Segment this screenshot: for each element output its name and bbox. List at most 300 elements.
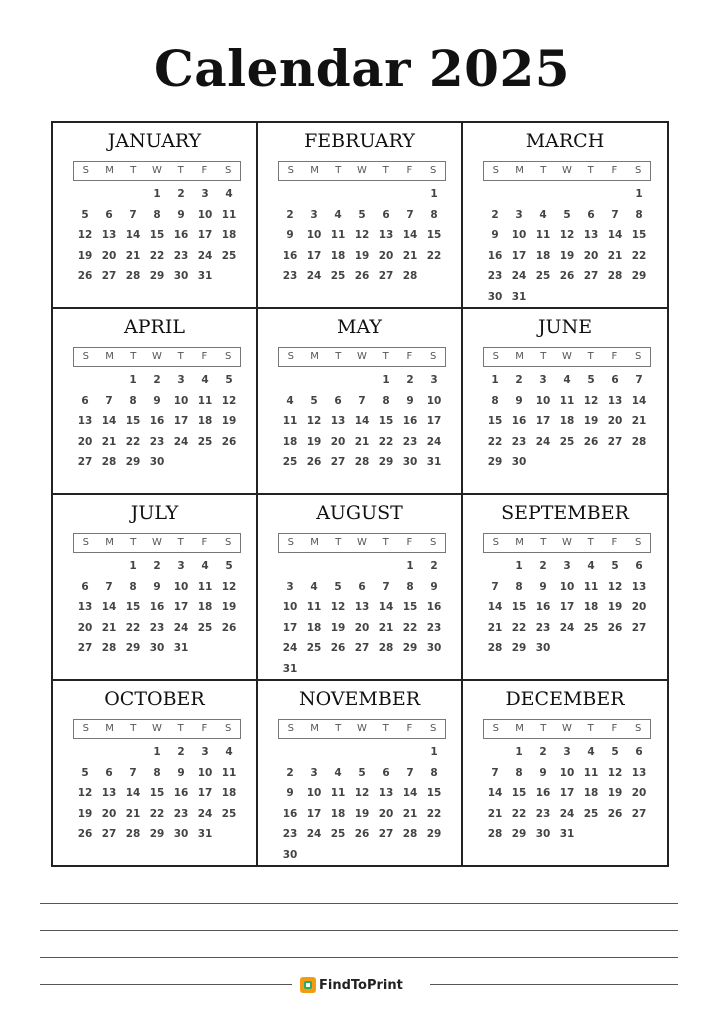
day-number: 17 xyxy=(559,601,575,613)
day-number: 26 xyxy=(607,621,623,634)
day-number: 25 xyxy=(197,621,213,634)
day-number: 12 xyxy=(607,580,623,593)
day-number: 24 xyxy=(173,621,189,634)
day-number: 17 xyxy=(306,249,322,262)
day-number: 19 xyxy=(607,787,623,799)
weekday-label: T xyxy=(540,165,547,176)
empty-day xyxy=(350,370,374,391)
day-number: 27 xyxy=(378,828,394,840)
day-number: 8 xyxy=(491,394,499,407)
day-number: 29 xyxy=(378,456,394,468)
weekday-label: S xyxy=(224,537,232,548)
day-number: 21 xyxy=(607,249,623,262)
day-number: 1 xyxy=(382,374,390,386)
day-number: 19 xyxy=(354,807,370,820)
weekday-label: M xyxy=(310,351,319,362)
weekday-header xyxy=(278,161,446,181)
day-number: 28 xyxy=(487,828,503,840)
day-number: 25 xyxy=(559,435,575,448)
empty-day xyxy=(121,742,145,763)
day-number: 9 xyxy=(515,394,523,407)
day-number: 1 xyxy=(129,560,137,572)
day-number: 29 xyxy=(487,456,503,468)
day-number: 18 xyxy=(535,249,551,262)
day-number: 26 xyxy=(330,642,346,654)
weekday-label: F xyxy=(201,537,208,548)
month-september xyxy=(463,495,667,681)
day-number: 20 xyxy=(354,621,370,634)
day-number: 20 xyxy=(378,807,394,820)
day-number: 13 xyxy=(631,766,647,779)
day-number: 31 xyxy=(511,290,527,303)
weekday-label: T xyxy=(177,165,184,176)
weekday-label: M xyxy=(515,351,524,362)
day-number: 7 xyxy=(358,394,366,407)
month-june xyxy=(463,309,667,495)
day-number: 20 xyxy=(631,601,647,613)
day-number: 2 xyxy=(491,208,499,221)
weekday-label: M xyxy=(515,723,524,734)
day-number: 18 xyxy=(197,415,213,427)
empty-day xyxy=(555,184,579,205)
day-number: 12 xyxy=(607,766,623,779)
day-number: 16 xyxy=(173,229,189,241)
day-number: 13 xyxy=(583,229,599,241)
day-number: 4 xyxy=(587,560,595,572)
day-number: 16 xyxy=(149,601,165,613)
weekday-label: S xyxy=(634,351,642,362)
month-name: JULY xyxy=(130,502,179,524)
day-number: 21 xyxy=(125,249,141,262)
day-number: 6 xyxy=(635,746,643,758)
day-number: 9 xyxy=(177,766,185,779)
day-number: 30 xyxy=(173,270,189,282)
weekday-label: T xyxy=(130,165,137,176)
weekday-label: S xyxy=(634,537,642,548)
weekday-label: S xyxy=(634,723,642,734)
day-number: 18 xyxy=(221,787,237,799)
day-number: 10 xyxy=(559,766,575,779)
day-number: 25 xyxy=(535,270,551,282)
day-number: 25 xyxy=(583,621,599,634)
day-number: 8 xyxy=(515,766,523,779)
day-number: 13 xyxy=(607,394,623,407)
weekday-label: W xyxy=(562,351,572,362)
weekday-label: T xyxy=(335,723,342,734)
day-number: 11 xyxy=(197,394,213,407)
day-number: 29 xyxy=(402,642,418,654)
day-number: 19 xyxy=(583,415,599,427)
day-number: 26 xyxy=(354,270,370,282)
day-number: 4 xyxy=(587,746,595,758)
weekday-label: T xyxy=(382,165,389,176)
day-number: 5 xyxy=(225,560,233,572)
day-number: 23 xyxy=(149,435,165,448)
empty-day xyxy=(326,370,350,391)
day-number: 9 xyxy=(153,580,161,593)
day-number: 8 xyxy=(382,394,390,407)
day-number: 3 xyxy=(515,208,523,221)
day-number: 16 xyxy=(535,787,551,799)
day-number: 15 xyxy=(402,601,418,613)
day-number: 3 xyxy=(201,746,209,758)
weekday-header xyxy=(278,719,446,739)
day-grid xyxy=(483,742,651,845)
day-number: 19 xyxy=(77,249,93,262)
weekday-label: S xyxy=(224,351,232,362)
weekday-label: T xyxy=(335,165,342,176)
day-number: 24 xyxy=(282,642,298,654)
day-number: 9 xyxy=(539,766,547,779)
weekday-label: M xyxy=(105,537,114,548)
day-number: 7 xyxy=(406,766,414,779)
day-number: 9 xyxy=(286,787,294,799)
day-number: 29 xyxy=(511,828,527,840)
weekday-label: W xyxy=(152,723,162,734)
day-number: 19 xyxy=(559,249,575,262)
day-grid xyxy=(73,556,241,659)
note-line xyxy=(40,903,678,904)
day-number: 24 xyxy=(306,828,322,840)
day-grid xyxy=(278,556,446,679)
empty-day xyxy=(326,742,350,763)
day-number: 16 xyxy=(426,601,442,613)
day-number: 30 xyxy=(511,456,527,468)
weekday-label: F xyxy=(406,165,413,176)
day-number: 11 xyxy=(282,415,298,427)
day-number: 1 xyxy=(635,188,643,200)
empty-day xyxy=(603,184,627,205)
weekday-label: W xyxy=(152,165,162,176)
weekday-label: T xyxy=(540,723,547,734)
month-name: MARCH xyxy=(525,130,605,152)
day-number: 23 xyxy=(426,621,442,634)
day-number: 16 xyxy=(535,601,551,613)
day-number: 14 xyxy=(487,787,503,799)
day-number: 30 xyxy=(535,828,551,840)
day-number: 22 xyxy=(511,807,527,820)
day-number: 14 xyxy=(354,415,370,427)
day-number: 29 xyxy=(631,270,647,282)
day-number: 15 xyxy=(149,787,165,799)
day-number: 15 xyxy=(511,601,527,613)
day-number: 20 xyxy=(378,249,394,262)
day-number: 24 xyxy=(426,435,442,448)
day-number: 28 xyxy=(101,642,117,654)
day-number: 20 xyxy=(101,807,117,820)
day-number: 13 xyxy=(77,415,93,427)
day-number: 23 xyxy=(282,270,298,282)
footer-line-left xyxy=(40,984,292,985)
day-number: 7 xyxy=(105,394,113,407)
day-number: 21 xyxy=(631,415,647,427)
weekday-label: M xyxy=(310,537,319,548)
day-number: 25 xyxy=(282,456,298,468)
day-number: 11 xyxy=(197,580,213,593)
weekday-label: S xyxy=(492,165,500,176)
month-april xyxy=(53,309,258,495)
day-number: 3 xyxy=(286,580,294,593)
empty-day xyxy=(579,184,603,205)
day-number: 19 xyxy=(221,415,237,427)
weekday-label: S xyxy=(82,723,90,734)
day-number: 9 xyxy=(406,394,414,407)
day-number: 22 xyxy=(402,621,418,634)
day-number: 28 xyxy=(631,435,647,448)
day-number: 24 xyxy=(197,249,213,262)
day-number: 11 xyxy=(559,394,575,407)
day-number: 15 xyxy=(149,229,165,241)
weekday-label: T xyxy=(382,537,389,548)
day-number: 28 xyxy=(607,270,623,282)
day-number: 29 xyxy=(125,642,141,654)
day-number: 27 xyxy=(77,456,93,468)
day-number: 21 xyxy=(354,435,370,448)
day-number: 29 xyxy=(149,270,165,282)
day-number: 11 xyxy=(583,580,599,593)
day-number: 26 xyxy=(221,621,237,634)
day-number: 29 xyxy=(149,828,165,840)
day-number: 14 xyxy=(607,229,623,241)
day-number: 11 xyxy=(583,766,599,779)
day-number: 4 xyxy=(563,374,571,386)
month-name: MAY xyxy=(337,316,382,338)
weekday-label: W xyxy=(357,165,367,176)
month-name: APRIL xyxy=(124,316,185,338)
day-number: 15 xyxy=(426,229,442,241)
day-number: 9 xyxy=(153,394,161,407)
day-number: 30 xyxy=(149,642,165,654)
empty-day xyxy=(326,556,350,577)
empty-day xyxy=(398,184,422,205)
day-number: 12 xyxy=(306,415,322,427)
empty-day xyxy=(374,184,398,205)
day-number: 21 xyxy=(125,807,141,820)
month-name: DECEMBER xyxy=(505,688,625,710)
weekday-label: W xyxy=(562,537,572,548)
day-grid xyxy=(73,184,241,287)
day-number: 10 xyxy=(306,787,322,799)
weekday-label: M xyxy=(515,537,524,548)
day-number: 20 xyxy=(101,249,117,262)
day-number: 22 xyxy=(125,621,141,634)
day-number: 28 xyxy=(378,642,394,654)
day-number: 27 xyxy=(101,270,117,282)
day-number: 4 xyxy=(201,560,209,572)
day-number: 8 xyxy=(129,580,137,593)
day-number: 8 xyxy=(153,766,161,779)
day-number: 18 xyxy=(583,601,599,613)
day-number: 1 xyxy=(430,746,438,758)
day-number: 25 xyxy=(330,828,346,840)
day-number: 31 xyxy=(559,828,575,840)
day-number: 25 xyxy=(221,249,237,262)
day-number: 15 xyxy=(631,229,647,241)
month-name: AUGUST xyxy=(316,502,403,524)
day-number: 31 xyxy=(426,456,442,468)
weekday-label: T xyxy=(130,351,137,362)
day-number: 14 xyxy=(125,229,141,241)
day-number: 13 xyxy=(101,787,117,799)
day-grid xyxy=(73,370,241,473)
day-number: 15 xyxy=(487,415,503,427)
day-number: 30 xyxy=(173,828,189,840)
day-number: 14 xyxy=(125,787,141,799)
weekday-label: F xyxy=(611,723,618,734)
weekday-label: S xyxy=(287,723,295,734)
day-number: 28 xyxy=(402,828,418,840)
day-number: 23 xyxy=(487,270,503,282)
weekday-label: T xyxy=(382,723,389,734)
day-number: 21 xyxy=(402,807,418,820)
day-number: 10 xyxy=(173,580,189,593)
day-number: 18 xyxy=(330,249,346,262)
weekday-label: S xyxy=(224,165,232,176)
weekday-label: T xyxy=(587,723,594,734)
weekday-label: F xyxy=(406,537,413,548)
weekday-label: T xyxy=(130,723,137,734)
day-number: 28 xyxy=(402,270,418,282)
day-number: 23 xyxy=(149,621,165,634)
day-number: 17 xyxy=(559,787,575,799)
day-number: 31 xyxy=(282,662,298,675)
day-number: 4 xyxy=(334,766,342,779)
note-line xyxy=(40,930,678,931)
day-number: 22 xyxy=(149,249,165,262)
day-number: 2 xyxy=(539,560,547,572)
day-number: 26 xyxy=(607,807,623,820)
day-number: 5 xyxy=(81,208,89,221)
day-number: 27 xyxy=(583,270,599,282)
day-number: 9 xyxy=(539,580,547,593)
empty-day xyxy=(483,556,507,577)
day-number: 23 xyxy=(535,807,551,820)
day-grid xyxy=(73,742,241,845)
day-number: 8 xyxy=(153,208,161,221)
day-number: 7 xyxy=(611,208,619,221)
day-number: 6 xyxy=(81,580,89,593)
weekday-label: T xyxy=(587,165,594,176)
weekday-label: T xyxy=(177,537,184,548)
day-number: 12 xyxy=(221,580,237,593)
empty-day xyxy=(73,742,97,763)
day-number: 15 xyxy=(426,787,442,799)
page-title: Calendar 2025 xyxy=(153,39,571,98)
day-number: 10 xyxy=(511,229,527,241)
day-number: 21 xyxy=(402,249,418,262)
day-number: 10 xyxy=(306,229,322,241)
day-grid xyxy=(483,370,651,473)
empty-day xyxy=(278,184,302,205)
weekday-header xyxy=(73,347,241,367)
day-number: 2 xyxy=(153,560,161,572)
day-number: 21 xyxy=(101,435,117,448)
weekday-header xyxy=(483,719,651,739)
weekday-label: F xyxy=(201,165,208,176)
day-number: 18 xyxy=(282,435,298,448)
weekday-label: W xyxy=(562,723,572,734)
day-number: 25 xyxy=(197,435,213,448)
day-number: 14 xyxy=(631,394,647,407)
day-grid xyxy=(483,184,651,307)
empty-day xyxy=(73,556,97,577)
month-january xyxy=(53,123,258,309)
day-number: 24 xyxy=(559,807,575,820)
day-number: 6 xyxy=(334,394,342,407)
day-number: 5 xyxy=(587,374,595,386)
day-grid xyxy=(278,370,446,473)
weekday-label: W xyxy=(152,537,162,548)
weekday-label: S xyxy=(224,723,232,734)
day-number: 22 xyxy=(125,435,141,448)
weekday-label: S xyxy=(287,351,295,362)
month-october xyxy=(53,681,258,865)
day-number: 20 xyxy=(77,435,93,448)
day-number: 20 xyxy=(77,621,93,634)
month-may xyxy=(258,309,463,495)
weekday-label: S xyxy=(287,537,295,548)
day-number: 2 xyxy=(177,746,185,758)
day-number: 9 xyxy=(430,580,438,593)
month-november xyxy=(258,681,463,865)
day-number: 3 xyxy=(563,560,571,572)
day-number: 1 xyxy=(153,188,161,200)
weekday-label: M xyxy=(515,165,524,176)
day-number: 24 xyxy=(535,435,551,448)
weekday-label: W xyxy=(357,723,367,734)
day-number: 22 xyxy=(426,807,442,820)
day-number: 28 xyxy=(101,456,117,468)
day-number: 25 xyxy=(306,642,322,654)
empty-day xyxy=(374,742,398,763)
day-number: 16 xyxy=(282,249,298,262)
day-number: 24 xyxy=(173,435,189,448)
day-number: 1 xyxy=(129,374,137,386)
day-number: 18 xyxy=(559,415,575,427)
day-number: 4 xyxy=(225,746,233,758)
day-number: 11 xyxy=(330,229,346,241)
day-number: 30 xyxy=(535,642,551,654)
month-name: JUNE xyxy=(537,316,593,338)
day-number: 6 xyxy=(358,580,366,593)
empty-day xyxy=(278,742,302,763)
day-number: 13 xyxy=(631,580,647,593)
day-number: 14 xyxy=(487,601,503,613)
day-number: 24 xyxy=(559,621,575,634)
empty-day xyxy=(97,742,121,763)
empty-day xyxy=(302,184,326,205)
day-number: 5 xyxy=(310,394,318,407)
empty-day xyxy=(302,370,326,391)
day-number: 12 xyxy=(77,787,93,799)
day-number: 27 xyxy=(101,828,117,840)
day-number: 16 xyxy=(149,415,165,427)
day-number: 4 xyxy=(201,374,209,386)
day-number: 5 xyxy=(358,208,366,221)
day-number: 14 xyxy=(101,601,117,613)
weekday-label: W xyxy=(562,165,572,176)
day-number: 12 xyxy=(330,601,346,613)
calendar-grid xyxy=(51,121,669,867)
empty-day xyxy=(350,184,374,205)
day-number: 17 xyxy=(197,787,213,799)
day-number: 19 xyxy=(607,601,623,613)
day-number: 6 xyxy=(105,766,113,779)
day-number: 2 xyxy=(153,374,161,386)
weekday-label: T xyxy=(382,351,389,362)
day-number: 13 xyxy=(101,229,117,241)
weekday-label: S xyxy=(82,351,90,362)
